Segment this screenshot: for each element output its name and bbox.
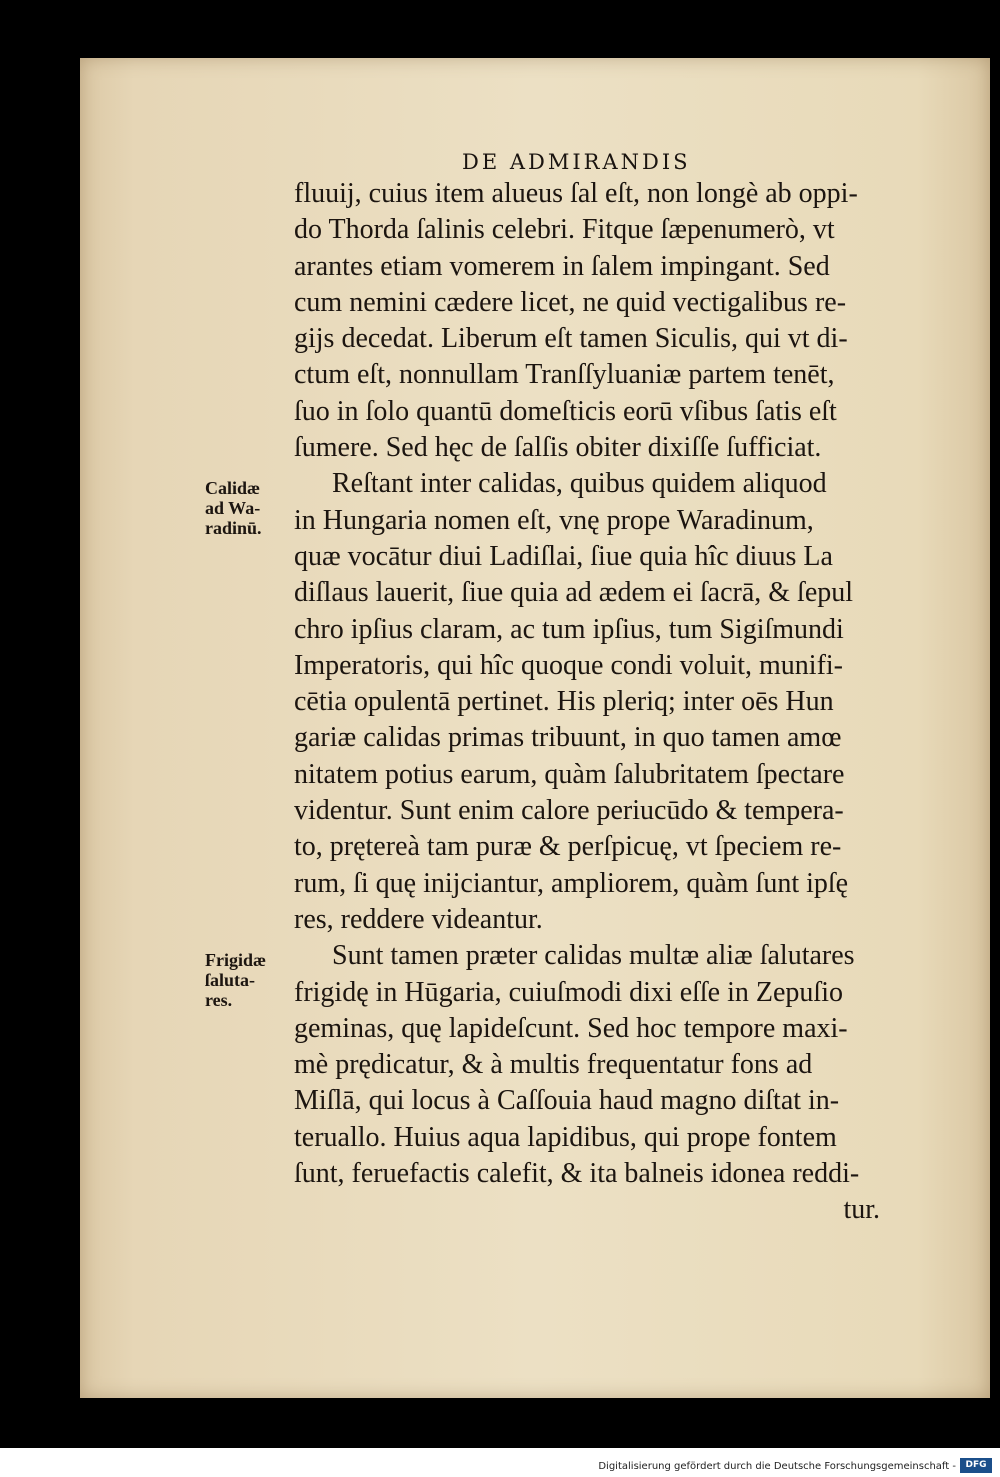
margin-note-line: ad Wa- xyxy=(205,498,261,518)
margin-note-line: Frigidæ xyxy=(205,950,266,970)
text-line: gijs decedat. Liberum eſt tamen Siculis, qui vt di- xyxy=(294,323,848,355)
text-line: to, prętereà tam puræ & perſpicuę, vt ſpeciem re- xyxy=(294,831,842,863)
running-head: DE ADMIRANDIS xyxy=(462,150,691,174)
margin-note-line: radinū. xyxy=(205,518,262,538)
margin-note-line: Calidæ xyxy=(205,478,261,498)
text-line: cum nemini cædere licet, ne quid vectigalibus re- xyxy=(294,286,847,318)
text-line: ſuo in ſolo quantū domeſticis eorū vſibus ſatis eſt xyxy=(294,395,837,427)
margin-note-line: ſaluta- xyxy=(205,970,256,990)
text-line: chro ipſius claram, ac tum ipſius, tum Sigiſmundi xyxy=(294,613,844,645)
text-line: Sunt tamen præter calidas multæ aliæ ſalutares xyxy=(332,940,855,972)
text-line: rum, ſi quę inijciantur, ampliorem, quàm ſunt ipſę xyxy=(294,867,849,899)
text-line: Reſtant inter calidas, quibus quidem aliquod xyxy=(332,468,827,500)
text-line: quæ vocātur diui Ladiſlai, ſiue quia hîc diuus La xyxy=(294,540,833,572)
margin-note-frigidae xyxy=(205,950,266,1010)
funding-credit: Digitalisierung gefördert durch die Deutsche Forschungsgemeinschaft - xyxy=(598,1461,956,1472)
text-line: arantes etiam vomerem in ſalem impingant. Sed xyxy=(294,250,830,282)
text-line: diſlaus lauerit, ſiue quia ad ædem ei ſacrā, & ſepul xyxy=(294,577,854,609)
text-line: do Thorda ſalinis celebri. Fitque ſæpenumerò, vt xyxy=(294,214,835,246)
text-line: fluuij, cuius item alueus ſal eſt, non longè ab oppi- xyxy=(294,178,858,209)
text-line: ctum eſt, nonnullam Tranſſyluaniæ partem tenēt, xyxy=(294,359,835,391)
text-line: mè prędicatur, & à multis frequentatur fons ad xyxy=(294,1049,813,1081)
text-line: in Hungaria nomen eſt, vnę prope Waradinum, xyxy=(294,504,814,536)
text-line: res, reddere videantur. xyxy=(294,903,543,935)
margin-note-calidae xyxy=(205,478,262,538)
text-line: Miſlā, qui locus à Caſſouia haud magno diſtat in- xyxy=(294,1085,840,1117)
text-line: frigidę in Hūgaria, cuiuſmodi dixi eſſe in Zepuſio xyxy=(294,976,843,1008)
dfg-logo: DFG xyxy=(960,1458,992,1473)
text-line: teruallo. Huius aqua lapidibus, qui prope fontem xyxy=(294,1121,837,1153)
text-line: Imperatoris, qui hîc quoque condi voluit, munifi- xyxy=(294,649,844,681)
text-line: tur. xyxy=(843,1194,880,1226)
text-line: ſunt, feruefactis calefit, & ita balneis idonea reddi- xyxy=(294,1158,860,1190)
text-line: nitatem potius earum, quàm ſalubritatem ſpectare xyxy=(294,758,845,790)
text-line: ſumere. Sed hęc de ſalſis obiter dixiſſe ſufficiat. xyxy=(294,432,822,464)
text-line: videntur. Sunt enim calore periucūdo & tempera- xyxy=(294,795,844,827)
margin-note-line: res. xyxy=(205,990,233,1010)
body-text xyxy=(294,176,894,1229)
text-line: cētia opulentā pertinet. His pleriq; inter oēs Hun xyxy=(294,686,834,718)
text-line: gariæ calidas primas tribuunt, in quo tamen amœ xyxy=(294,722,842,754)
text-line: geminas, quę lapideſcunt. Sed hoc tempore maxi- xyxy=(294,1012,848,1044)
